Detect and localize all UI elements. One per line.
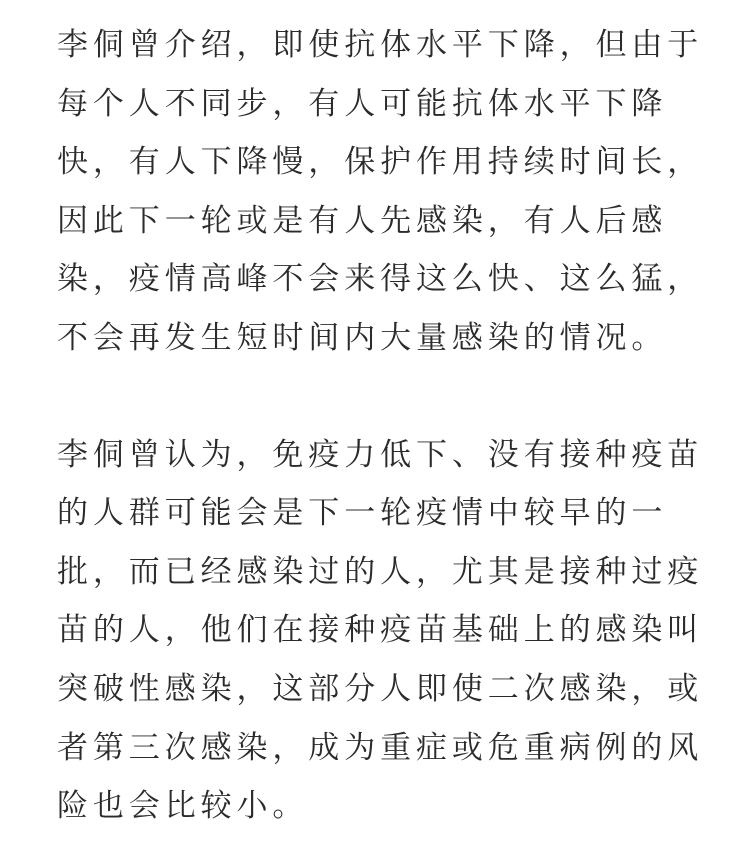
text-line: 批，而已经感染过的人，尤其是接种过疫 bbox=[57, 553, 704, 590]
text-line: 李侗曾认为，免疫力低下、没有接种疫苗 bbox=[57, 436, 704, 473]
text-line: 者第三次感染，成为重症或危重病例的风 bbox=[57, 729, 704, 766]
text-line: 快，有人下降慢，保护作用持续时间长， bbox=[57, 144, 704, 181]
text-line: 的人群可能会是下一轮疫情中较早的一 bbox=[57, 495, 668, 532]
text-line: 不会再发生短时间内大量感染的情况。 bbox=[57, 319, 668, 356]
text-line: 因此下一轮或是有人先感染，有人后感 bbox=[57, 202, 668, 239]
text-line: 险也会比较小。 bbox=[57, 788, 309, 825]
article-body bbox=[57, 16, 704, 836]
paragraph-2 bbox=[57, 426, 704, 836]
paragraph-1 bbox=[57, 16, 704, 368]
text-line: 突破性感染，这部分人即使二次感染，或 bbox=[57, 670, 704, 707]
text-line: 每个人不同步，有人可能抗体水平下降 bbox=[57, 85, 668, 122]
text-line: 染，疫情高峰不会来得这么快、这么猛， bbox=[57, 261, 704, 298]
text-line: 苗的人，他们在接种疫苗基础上的感染叫 bbox=[57, 612, 704, 649]
text-line: 李侗曾介绍，即使抗体水平下降，但由于 bbox=[57, 27, 704, 63]
